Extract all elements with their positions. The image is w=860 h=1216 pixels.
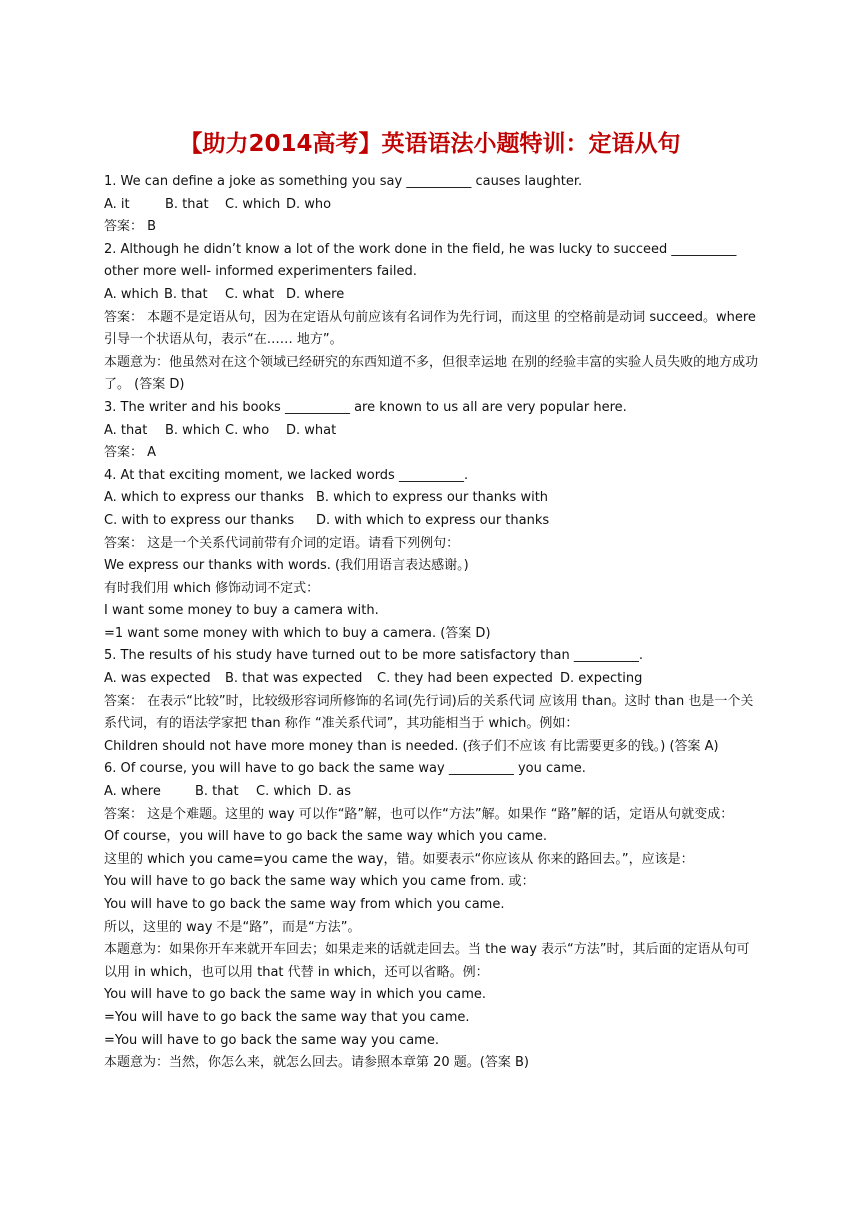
question-4	[104, 465, 760, 646]
answer-line: 答案： B	[104, 219, 157, 235]
option-c: C. who	[225, 422, 270, 438]
options-row	[104, 487, 760, 510]
option-a: A. where	[104, 784, 161, 800]
example-sentence: =You will have to go back the same way that you came.	[104, 1009, 470, 1025]
options-row	[104, 420, 760, 443]
example-sentence: You will have to go back the same way which you came from. 或：	[104, 874, 535, 890]
example-sentence: We express our thanks with words. (我们用语言表达感谢。)	[104, 558, 469, 574]
options-row	[104, 781, 760, 804]
example-sentence: I want some money to buy a camera with.	[104, 603, 379, 619]
options-row	[104, 510, 760, 533]
question-6	[104, 758, 760, 1074]
option-d: D. where	[286, 286, 345, 302]
question-stem: 4. At that exciting moment, we lacked words __________.	[104, 467, 469, 483]
answer-explanation: 答案： 在表示“比较”时，比较级形容词所修饰的名词(先行词)后的关系代词 应该用 than。这时 than 也是一个关系代词，有的语法学家把 than 称作 “准关系代词”，其功能相当于 which。例如：	[104, 693, 754, 732]
option-a: A. that	[104, 422, 148, 438]
option-d: D. with which to express our thanks	[316, 512, 550, 528]
explanation-line: 有时我们用 which 修饰动词不定式：	[104, 580, 320, 596]
answer-line: 答案： A	[104, 445, 157, 461]
option-c: C. which	[225, 196, 281, 212]
option-a: A. it	[104, 196, 130, 212]
document-body	[104, 171, 760, 1075]
option-b: B. that	[165, 196, 209, 212]
answer-translation: 本题意为：他虽然对在这个领域已经研究的东西知道不多，但很幸运地 在别的经验丰富的实验人员失败的地方成功了。 (答案 D)	[104, 354, 759, 393]
option-c: C. which	[256, 784, 312, 800]
option-b: B. which to express our thanks with	[316, 490, 549, 506]
option-a: A. was expected	[104, 671, 211, 687]
option-b: B. that	[164, 286, 208, 302]
option-b: B. which	[165, 422, 221, 438]
example-sentence: Of course，you will have to go back the same way which you came.	[104, 829, 547, 845]
example-sentence: Children should not have more money than is needed. (孩子们不应该 有比需要更多的钱。) (答案 A)	[104, 738, 719, 754]
option-c: C. what	[225, 286, 275, 302]
question-5	[104, 645, 760, 758]
question-stem: 1. We can define a joke as something you say __________ causes laughter.	[104, 174, 583, 189]
option-b: B. that	[195, 784, 239, 800]
explanation-line: 所以，这里的 way 不是“路”，而是“方法”。	[104, 919, 361, 935]
question-2	[104, 239, 760, 397]
question-stem: 3. The writer and his books __________ are known to us all are very popular here.	[104, 399, 627, 415]
option-d: D. as	[318, 784, 352, 800]
answer-translation: 本题意为：当然，你怎么来，就怎么回去。请参照本章第 20 题。(答案 B)	[104, 1055, 530, 1071]
option-a: A. which to express our thanks	[104, 490, 305, 506]
option-c: C. with to express our thanks	[104, 512, 295, 528]
question-stem: 5. The results of his study have turned out to be more satisfactory than __________.	[104, 648, 643, 664]
document-title: 【助力2014高考】英语语法小题特训：定语从句	[179, 131, 681, 157]
example-sentence: =1 want some money with which to buy a camera. (答案 D)	[104, 625, 491, 641]
example-sentence: You will have to go back the same way from which you came.	[104, 897, 505, 912]
option-d: D. expecting	[560, 671, 643, 687]
question-3	[104, 397, 760, 465]
question-stem: 6. Of course, you will have to go back the same way __________ you came.	[104, 761, 586, 777]
options-row	[104, 194, 760, 217]
option-a: A. which	[104, 286, 159, 302]
option-b: B. that was expected	[225, 671, 363, 687]
options-row	[104, 668, 760, 691]
example-sentence: You will have to go back the same way in which you came.	[104, 987, 487, 1003]
option-c: C. they had been expected	[377, 671, 553, 687]
question-1	[104, 171, 760, 239]
answer-line: 答案： 这是一个关系代词前带有介词的定语。请看下列例句：	[104, 535, 460, 551]
option-d: D. what	[286, 422, 337, 438]
option-d: D. who	[286, 196, 332, 212]
answer-explanation: 答案： 这是个难题。这里的 way 可以作“路”解，也可以作“方法”解。如果作 “路”解的话，定语从句就变成：	[104, 806, 734, 822]
explanation-line: 这里的 which you came=you came the way，错。如要表示“你应该从 你来的路回去。”，应该是：	[104, 851, 694, 867]
question-stem: 2. Although he didn’t know a lot of the work done in the field, he was lucky to succeed __________ other more well- informed experimenters failed.	[104, 241, 737, 280]
answer-explanation: 答案： 本题不是定语从句，因为在定语从句前应该有名词作为先行词，而这里 的空格前是动词 succeed。where 引导一个状语从句，表示“在…… 地方”。	[104, 309, 756, 348]
answer-translation: 本题意为：如果你开车来就开车回去；如果走来的话就走回去。当 the way 表示“方法”时，其后面的定语从句可以用 in which，也可以用 that 代替 in which，还可以省略。例：	[104, 942, 750, 980]
options-row	[104, 284, 760, 307]
example-sentence: =You will have to go back the same way you came.	[104, 1032, 439, 1048]
